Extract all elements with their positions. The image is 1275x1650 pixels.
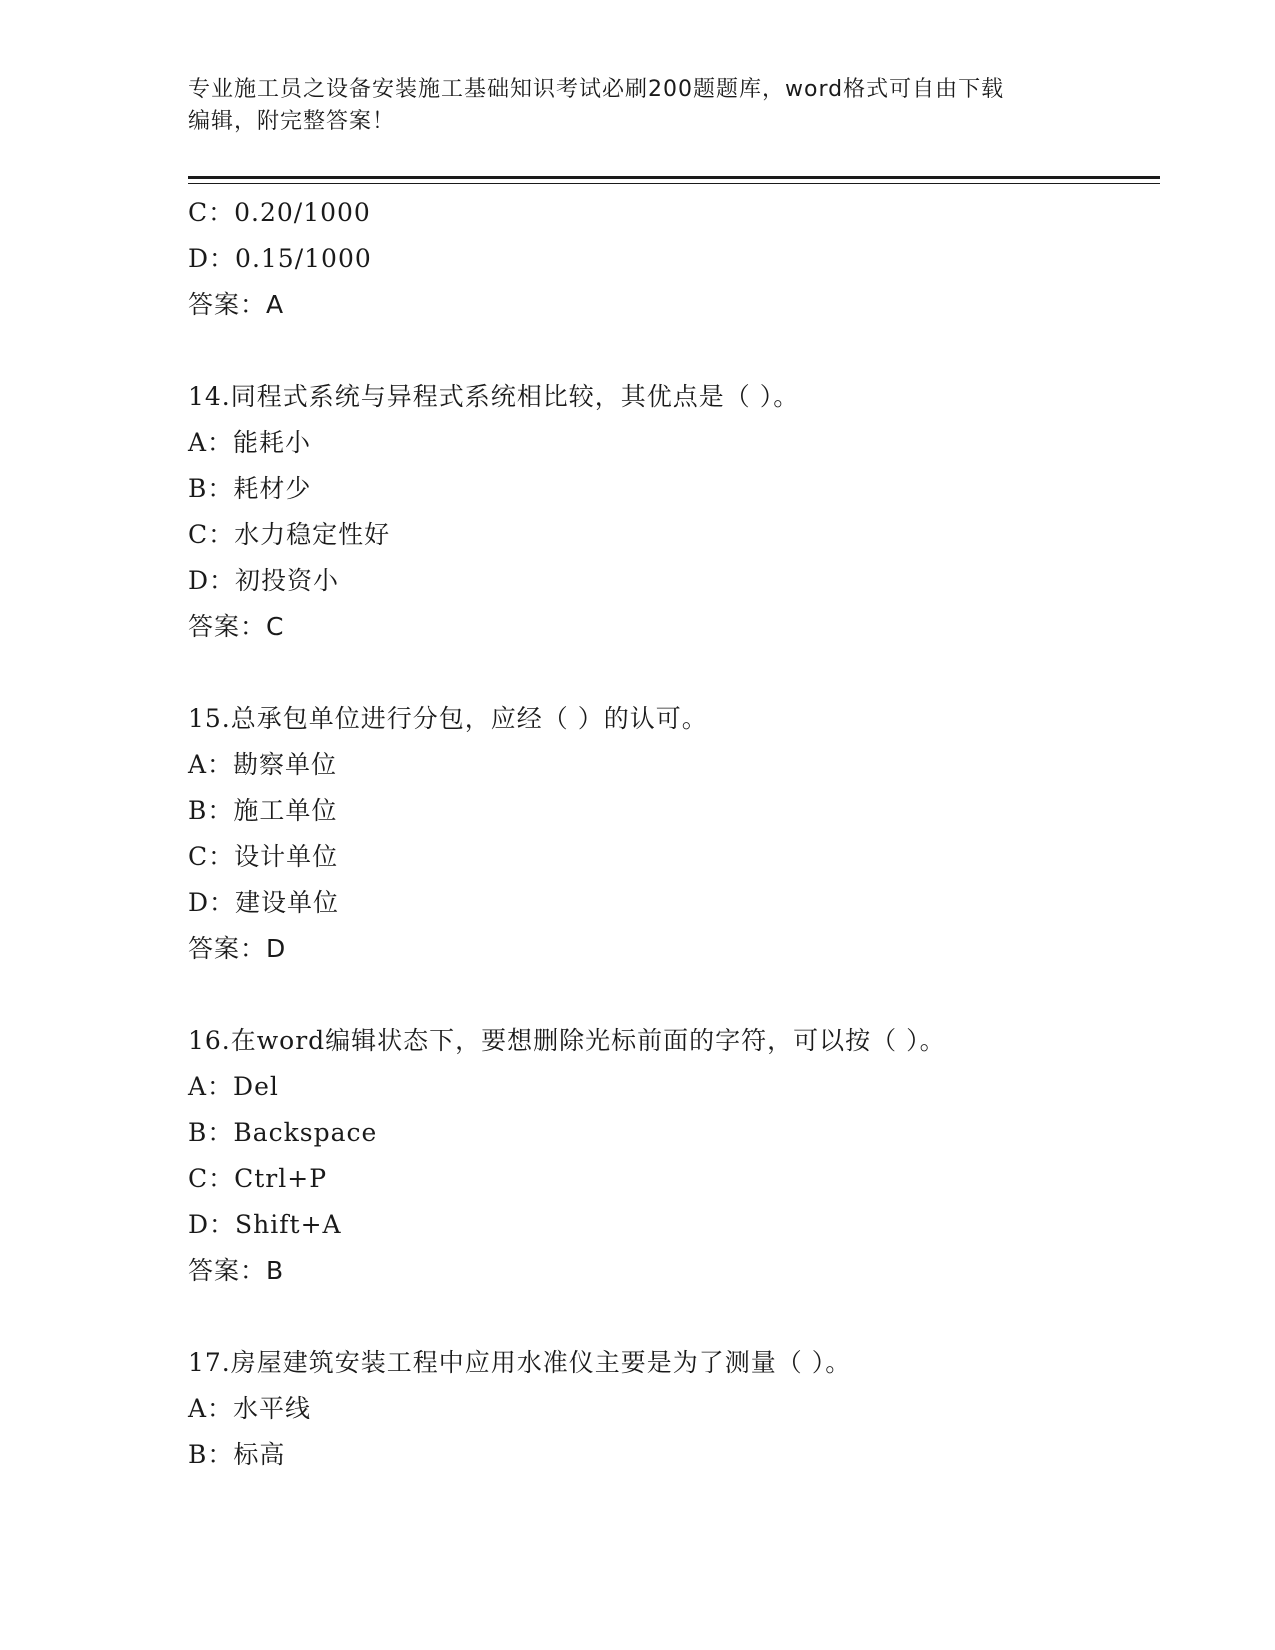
- spacer: [188, 650, 1160, 696]
- option-b: B：Backspace: [188, 1118, 378, 1147]
- question-stem: 15.总承包单位进行分包，应经（ ）的认可。: [188, 704, 708, 733]
- header-divider-thick: [188, 176, 1160, 179]
- spacer: [188, 328, 1160, 374]
- option-a: A：Del: [188, 1072, 279, 1101]
- answer-text: 答案：C: [188, 612, 285, 641]
- answer-text: 答案：B: [188, 1256, 285, 1285]
- question-17: [188, 1340, 1160, 1478]
- answer-text: 答案：A: [188, 290, 285, 319]
- header-divider-thin: [188, 183, 1160, 184]
- question-list: [188, 190, 1160, 1478]
- option-c: C：Ctrl+P: [188, 1164, 328, 1193]
- option-b: B：施工单位: [188, 796, 338, 825]
- option-d: D：建设单位: [188, 888, 340, 917]
- question-stem: 17.房屋建筑安装工程中应用水准仪主要是为了测量（ ）。: [188, 1348, 852, 1377]
- question-stem: 14.同程式系统与异程式系统相比较，其优点是（ ）。: [188, 382, 800, 411]
- option-c: C：设计单位: [188, 842, 339, 871]
- option-b: B：标高: [188, 1440, 286, 1469]
- option-a: A：勘察单位: [188, 750, 338, 779]
- header-title-line-1: 专业施工员之设备安装施工基础知识考试必刷200题题库，word格式可自由下载: [188, 77, 1005, 102]
- option-d: D：0.15/1000: [188, 244, 372, 273]
- option-d: D：初投资小: [188, 566, 340, 595]
- option-a: A：能耗小: [188, 428, 312, 457]
- question-15: [188, 696, 1160, 972]
- header-title-line-2: 编辑，附完整答案！: [188, 109, 396, 134]
- option-b: B：耗材少: [188, 474, 312, 503]
- question-16: [188, 1018, 1160, 1294]
- option-a: A：水平线: [188, 1394, 312, 1423]
- answer-text: 答案：D: [188, 934, 287, 963]
- document-header: [188, 74, 1088, 138]
- question-14: [188, 374, 1160, 650]
- question-stem: 16.在word编辑状态下，要想删除光标前面的字符，可以按（ ）。: [188, 1026, 946, 1055]
- option-d: D：Shift+A: [188, 1210, 342, 1239]
- spacer: [188, 972, 1160, 1018]
- spacer: [188, 1294, 1160, 1340]
- option-c: C：水力稳定性好: [188, 520, 391, 549]
- option-c: C：0.20/1000: [188, 198, 371, 227]
